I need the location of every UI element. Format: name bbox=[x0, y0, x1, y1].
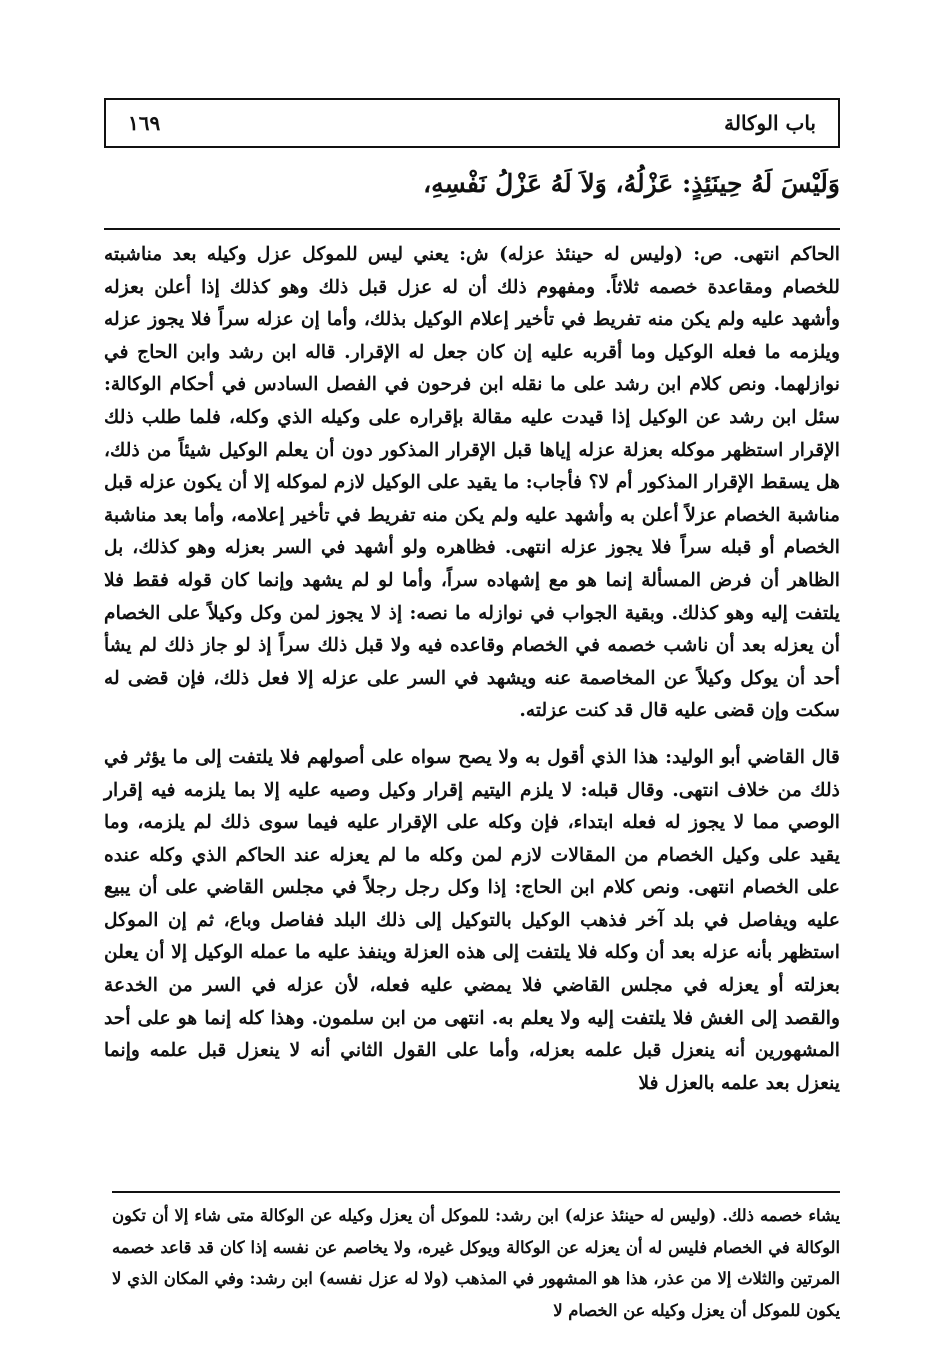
commentary-paragraph-1: الحاكم انتهى. ص: (وليس له حينئذ عزله) ش: يعني ليس للموكل عزل وكيله بعد مناشبته للخصام ومقاعدة خصمه ثلاثاً. ومفهوم ذلك أن له عزل قبل ذلك وهو كذلك إذا أعلن بعزله وأشهد عليه ولم يكن منه تفريط في تأخير إعلام الوكيل بذلك، وأما إن عزله سراً فلا يجوز عزله ويلزمه ما فعله الوكيل وما أقربه عليه إن كان جعل له الإقرار. قاله ابن رشد وابن الحاج في نوازلهما. ونص كلام ابن رشد على ما نقله ابن فرحون في الفصل السادس في أحكام الوكالة: سئل ابن رشد عن الوكيل إذا قيدت عليه مقالة بإقراره على وكيله الذي وكله، فلما طلب ذلك الإقرار استظهر موكله بعزلة عزله إياها قبل الإقرار المذكور دون أن يعلم الوكيل شيئاً من ذلك، هل يسقط الإقرار المذكور أم لا؟ فأجاب: ما يقيد على الوكيل لازم لموكله إلا أن يكون عزله قبل مناشبة الخصام عزلاً أعلن به وأشهد عليه ولم يكن منه تفريط في تأخير إعلامه، وأما بعد مناشبة الخصام أو قبله سراً فلا يجوز عزله انتهى. فظاهره ولو أشهد في السر بعزله وهو كذلك، بل الظاهر أن فرض المسألة إنما هو مع إشهاده سراً، وأما لو لم يشهد وإنما كان قوله فقط فلا يلتفت إليه وهو كذلك. وبقية الجواب في نوازله ما نصه: إذ لا يجوز لمن وكل وكيلاً على الخصام أن يعزله بعد أن ناشب خصمه في الخصام وقاعده فيه ولا قبل ذلك سراً إذ لو جاز ذلك لم يشأ أحد أن يوكل وكيلاً عن المخاصمة عنه ويشهد في السر على عزله إلا فعل ذلك، فإن قضى له سكت وإن قضى عليه قال قد كنت عزلته. bbox=[104, 243, 840, 722]
footnote-divider bbox=[112, 1191, 840, 1193]
commentary-paragraph-2: قال القاضي أبو الوليد: هذا الذي أقول به ولا يصح سواه على أصولهم فلا يلتفت إلى ما يؤثر في ذلك من خلاف انتهى. وقال قبله: لا يلزم اليتيم إقرار وكيل وصيه عليه إلا بما يلزمه فيه إقرار الوصي مما لا يجوز له فعله ابتداء، فإن وكله على الإقرار عليه فيما سوى ذلك لم يلزمه، وما يقيد على وكيل الخصام من المقالات لازم لمن وكله ما لم يعزله عند الحاكم الذي وكله عنده على الخصام انتهى. ونص كلام ابن الحاج: إذا وكل رجل رجلاً في مجلس القاضي على أن يبيع عليه ويفاصل في بلد آخر فذهب الوكيل بالتوكيل إلى ذلك البلد ففاصل وباع، ثم إن الموكل استظهر بأنه عزله بعد أن وكله فلا يلتفت إلى هذه العزلة وينفذ عليه ما عمله الوكيل إلا أن يعلن بعزلته أو يعزله في مجلس القاضي فلا يمضي عليه فعله، لأن عزله في السر من الخدعة والقصد إلى الغش فلا يلتفت إليه ولا يعلم به. انتهى من ابن سلمون. وهذا كله إنما هو على أحد المشهورين أنه ينعزل قبل علمه بعزله، وأما على القول الثاني أنه لا ينعزل قبل علمه وإنما ينعزل بعد علمه بالعزل فلا bbox=[104, 745, 841, 1094]
chapter-title: باب الوكالة bbox=[724, 111, 816, 135]
footnote bbox=[112, 1200, 840, 1326]
matn-text: وَلَيْسَ لَهُ حِينَئِذٍ: عَزْلُهُ، وَلاَ لَهُ عَزْلُ نَفْسِهِ، bbox=[423, 169, 840, 198]
matn-divider bbox=[104, 228, 840, 230]
commentary-body bbox=[104, 238, 840, 1099]
page-number: ١٦٩ bbox=[128, 111, 161, 135]
footnote-text: يشاء خصمه ذلك. (وليس له حينئذ عزله) ابن رشد: للموكل أن يعزل وكيله عن الوكالة متى شاء إلا أن تكون الوكالة في الخصام فليس له أن يعزله عن الوكالة ويوكل غيره، ولا يخاصم عن نفسه إذا كان قد قاعد خصمه المرتين والثلاث إلا من عذر، هذا هو المشهور في المذهب (ولا له عزل نفسه) ابن رشد: وفي المكان الذي لا يكون للموكل أن يعزل وكيله عن الخصام لا bbox=[112, 1206, 840, 1320]
running-header bbox=[104, 98, 840, 148]
